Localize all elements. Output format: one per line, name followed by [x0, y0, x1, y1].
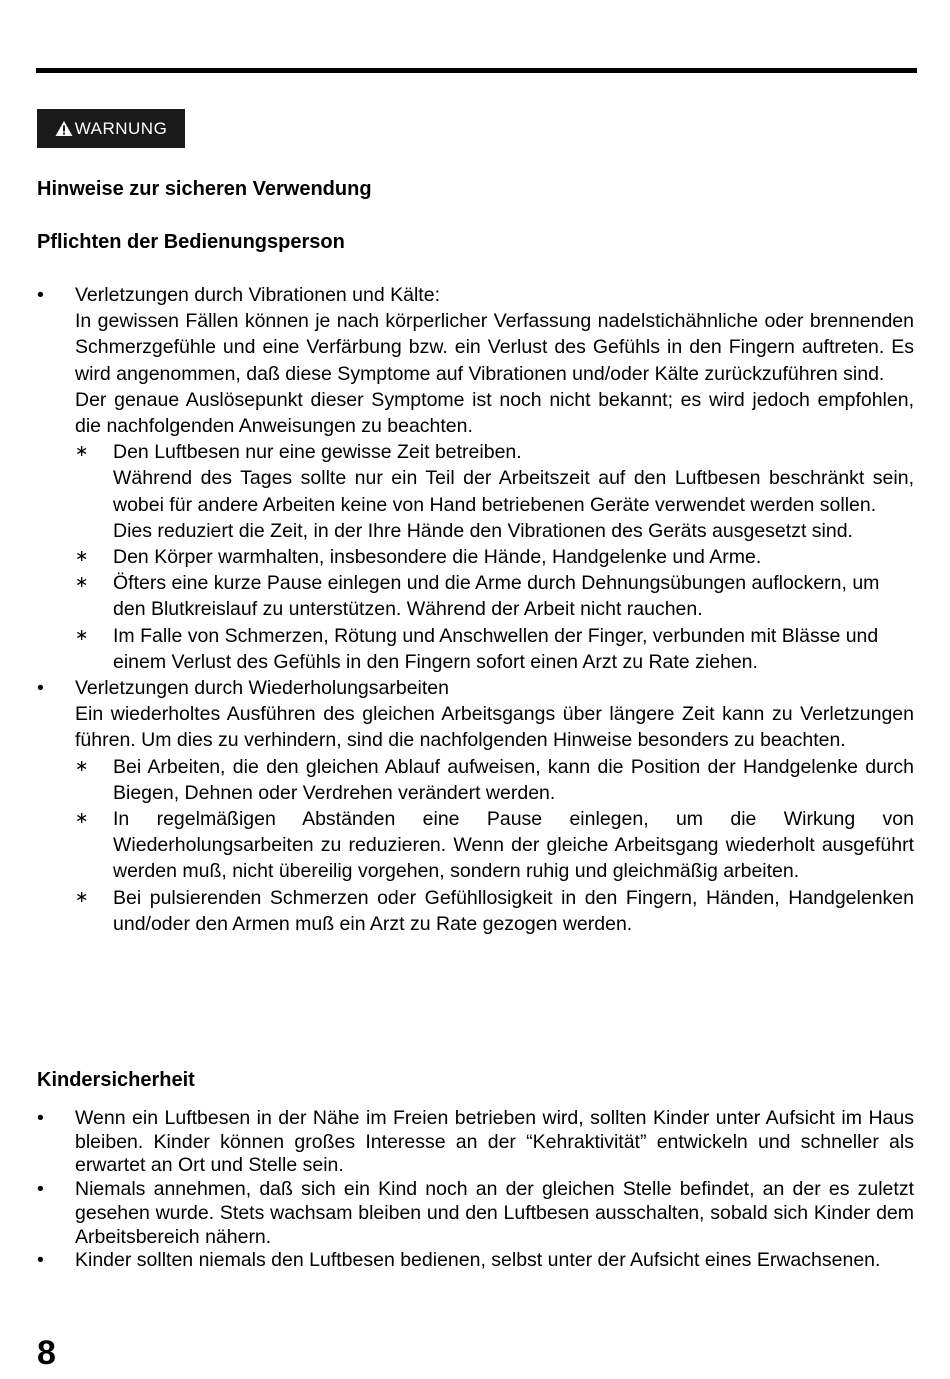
- list-item-repetition: [37, 675, 914, 937]
- repetition-title: Verletzungen durch Wiederholungsarbeiten: [75, 677, 449, 700]
- vibration-title: Verletzungen durch Vibrationen und Kälte:: [75, 284, 440, 306]
- repetition-paragraph: Ein wiederholtes Ausführen des gleichen Arbeitsgangs über längere Zeit kann zu Verletzungen führen. Um dies zu verhindern, sind die nachfolgenden Hinweise besonders zu beachten.: [75, 703, 914, 752]
- top-rule: [36, 68, 917, 73]
- sub-item-text: Bei Arbeiten, die den gleichen Ablauf aufweisen, kann die Position der Handgelenke durch Biegen, Dehnen oder Verdrehen verändert werden.: [113, 755, 914, 804]
- sub-item-text: In regelmäßigen Abständen eine Pause einlegen, um die Wirkung von Wiederholungsarbeiten zu reduzieren. Wenn der gleiche Arbeitsgang wiederholt ausgeführt werden muß, nicht übereilig vorgehen, sondern ruhig und gleichmäßig arbeiten.: [113, 808, 914, 883]
- sub-bullet-glyph: ∗: [75, 757, 89, 775]
- sub-item: [75, 623, 914, 675]
- sub-bullet-glyph: ∗: [75, 626, 89, 644]
- heading-operator-duties: Pflichten der Bedienungsperson: [37, 231, 345, 253]
- child-safety-text: Wenn ein Luftbesen in der Nähe im Freien betrieben wird, sollten Kinder unter Aufsicht im Haus bleiben. Kinder können großes Interesse an der “Kehraktivität” entwickeln und schneller als erwartet an Ort und Stelle sein.: [75, 1107, 914, 1177]
- operator-duties-section: [37, 282, 914, 937]
- list-item: [37, 1249, 914, 1273]
- sub-item-text: Dies reduziert die Zeit, in der Ihre Hände den Vibrationen des Geräts ausgesetzt sind.: [113, 519, 853, 542]
- sub-bullet-glyph: ∗: [75, 548, 89, 566]
- heading-safe-use: Hinweise zur sicheren Verwendung: [37, 178, 372, 200]
- sub-item-text: Im Falle von Schmerzen, Rötung und Anschwellen der Finger, verbunden mit Blässe und einem Verlust des Gefühls in den Fingern sofort einen Arzt zu Rate ziehen.: [113, 624, 879, 673]
- sub-item-text: Öfters eine kurze Pause einlegen und die Arme durch Dehnungsübungen auflockern, um den Blutkreislauf zu unterstützen. Während der Arbeit nicht rauchen.: [113, 572, 880, 621]
- warning-badge: [37, 109, 185, 148]
- sub-item: [75, 439, 914, 544]
- heading-child-safety: Kindersicherheit: [37, 1069, 195, 1091]
- sub-item-text: Während des Tages sollte nur ein Teil der Arbeitszeit auf den Luftbesen beschränkt sein, wobei für andere Arbeiten keine von Hand betriebenen Geräte verwendet werden sollen.: [113, 467, 914, 516]
- warning-label: WARNUNG: [74, 118, 168, 138]
- sub-bullet-glyph: ∗: [75, 888, 89, 906]
- sub-item-text: Den Körper warmhalten, insbesondere die Hände, Handgelenke und Arme.: [113, 546, 762, 569]
- list-item: [37, 1178, 914, 1249]
- sub-bullet-glyph: ∗: [75, 443, 89, 461]
- sub-item: [75, 754, 914, 806]
- bullet-glyph: •: [37, 1107, 44, 1129]
- sub-item: [75, 885, 914, 937]
- sub-item: [75, 570, 914, 622]
- warning-triangle-icon: [55, 120, 73, 137]
- child-safety-text: Niemals annehmen, daß sich ein Kind noch an der gleichen Stelle befindet, an der es zuletzt gesehen wurde. Stets wachsam bleiben und den Luftbesen ausschalten, sobald sich Kinder dem Arbeitsbereich nähern.: [75, 1178, 914, 1248]
- sub-item-line: Den Luftbesen nur eine gewisse Zeit betreiben.: [113, 441, 522, 464]
- bullet-glyph: •: [37, 1178, 44, 1201]
- page-number: 8: [37, 1334, 56, 1372]
- sub-item: [75, 544, 914, 570]
- sub-bullet-glyph: ∗: [75, 574, 89, 592]
- sub-bullet-glyph: ∗: [75, 810, 89, 828]
- sub-item-text: Bei pulsierenden Schmerzen oder Gefühllosigkeit in den Fingern, Händen, Handgelenken und/oder den Armen muß ein Arzt zu Rate gezogen werden.: [113, 886, 914, 935]
- bullet-glyph: •: [37, 1249, 44, 1272]
- list-item: [37, 1107, 914, 1178]
- bullet-glyph: •: [37, 677, 44, 700]
- list-item-vibration: [37, 282, 914, 675]
- child-safety-text: Kinder sollten niemals den Luftbesen bedienen, selbst unter der Aufsicht eines Erwachsenen.: [75, 1249, 881, 1272]
- vibration-paragraph: In gewissen Fällen können je nach körperlicher Verfassung nadelstichähnliche oder brennenden Schmerzgefühle und eine Verfärbung bzw. ein Verlust des Gefühls in den Fingern auftreten. Es wird angenommen, daß diese Symptome auf Vibrationen und/oder Kälte zurückzuführen sind.: [75, 310, 914, 385]
- vibration-paragraph: Der genaue Auslösepunkt dieser Symptome ist noch nicht bekannt; es wird jedoch empfohlen, die nachfolgenden Anweisungen zu beachten.: [75, 388, 914, 438]
- bullet-glyph: •: [37, 284, 44, 306]
- child-safety-section: [37, 1107, 914, 1273]
- sub-item: [75, 806, 914, 885]
